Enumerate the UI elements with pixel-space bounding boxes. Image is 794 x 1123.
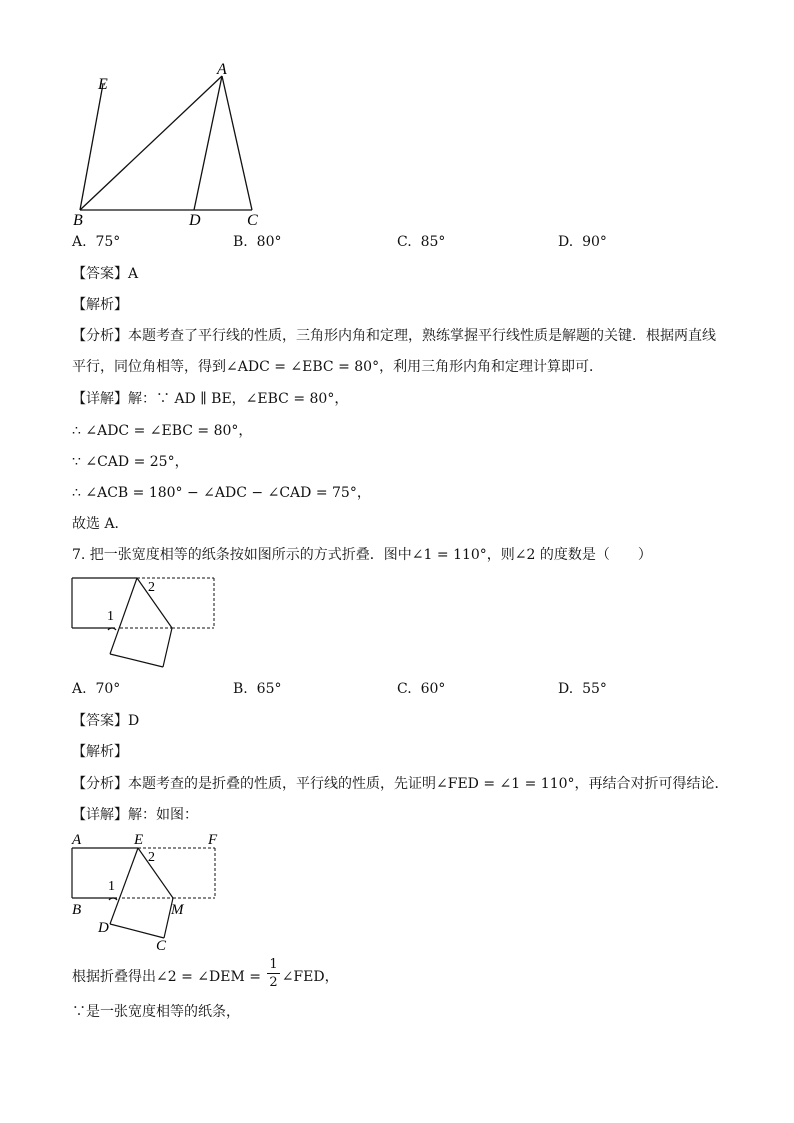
q7-option-c[interactable]: C. 60° — [397, 681, 446, 697]
fig3-label-e: E — [134, 832, 144, 848]
fig3-label-1: 1 — [108, 879, 115, 894]
fig3-label-d: D — [98, 920, 109, 936]
q6-option-c[interactable]: C. 85° — [397, 234, 446, 250]
q7-detail-head: 【详解】解：如图： — [72, 807, 198, 823]
q7-option-b[interactable]: B. 65° — [233, 681, 282, 697]
q6-detail-1: 【详解】解：∵ AD ∥ BE，∠EBC = 80°， — [72, 391, 349, 407]
fig3-label-a: A — [72, 832, 82, 848]
label-c: C — [247, 212, 258, 229]
label-e: E — [98, 76, 108, 93]
q7-option-d[interactable]: D. 55° — [558, 681, 607, 697]
q6-option-b[interactable]: B. 80° — [233, 234, 282, 250]
q6-detail-2: ∴ ∠ADC = ∠EBC = 80°， — [72, 423, 253, 439]
q7-answer: 【答案】D — [72, 713, 140, 729]
q7-analysis-line1: 【分析】本题考查的是折叠的性质，平行线的性质，先证明∠FED = ∠1 = 110°，再结合对折可得结论． — [72, 776, 729, 792]
fig-angle-1-label: 1 — [107, 609, 114, 624]
fig3-label-2: 2 — [148, 850, 155, 865]
fraction-half: $\frac{1}{2}$ — [269, 957, 278, 990]
q6-analysis-line1: 【分析】本题考查了平行线的性质，三角形内角和定理，熟练掌握平行线性质是解题的关键．根据两直线 — [72, 328, 716, 344]
q6-analysis-line2: 平行，同位角相等，得到∠ADC = ∠EBC = 80°，利用三角形内角和定理计算即可． — [72, 359, 604, 375]
q7-last-line: ∵是一张宽度相等的纸条， — [72, 1004, 240, 1020]
q6-detail-4: ∴ ∠ACB = 180° − ∠ADC − ∠CAD = 75°， — [72, 485, 371, 501]
fig3-label-f: F — [208, 832, 218, 848]
label-a: A — [217, 61, 227, 78]
label-b: B — [73, 212, 83, 229]
figure-folded-strip-labelled — [60, 828, 240, 956]
q6-detail-3: ∵ ∠CAD = 25°， — [72, 454, 189, 470]
q7-option-a[interactable]: A. 70° — [72, 681, 121, 697]
figure-triangle-abc — [60, 56, 280, 236]
q6-conclusion: 故选 A． — [72, 516, 129, 532]
q7-fold-formula: 根据折叠得出∠2 = ∠DEM = $\frac{1}{2}$ ∠FED， — [72, 957, 339, 990]
q7-analysis-head: 【解析】 — [72, 744, 128, 760]
fig3-label-m: M — [171, 902, 184, 918]
fig-angle-2-label: 2 — [148, 580, 155, 595]
q7-stem: 7. 把一张宽度相等的纸条按如图所示的方式折叠．图中∠1 = 110°，则∠2 的度数是（ ） — [72, 547, 652, 563]
fig3-label-c: C — [156, 938, 167, 954]
q6-option-d[interactable]: D. 90° — [558, 234, 607, 250]
label-d: D — [189, 212, 201, 229]
figure-folded-strip — [60, 572, 230, 672]
fig3-label-b: B — [72, 902, 82, 918]
q6-analysis-head: 【解析】 — [72, 297, 128, 313]
q6-option-a[interactable]: A. 75° — [72, 234, 121, 250]
q6-answer: 【答案】A — [72, 266, 139, 282]
